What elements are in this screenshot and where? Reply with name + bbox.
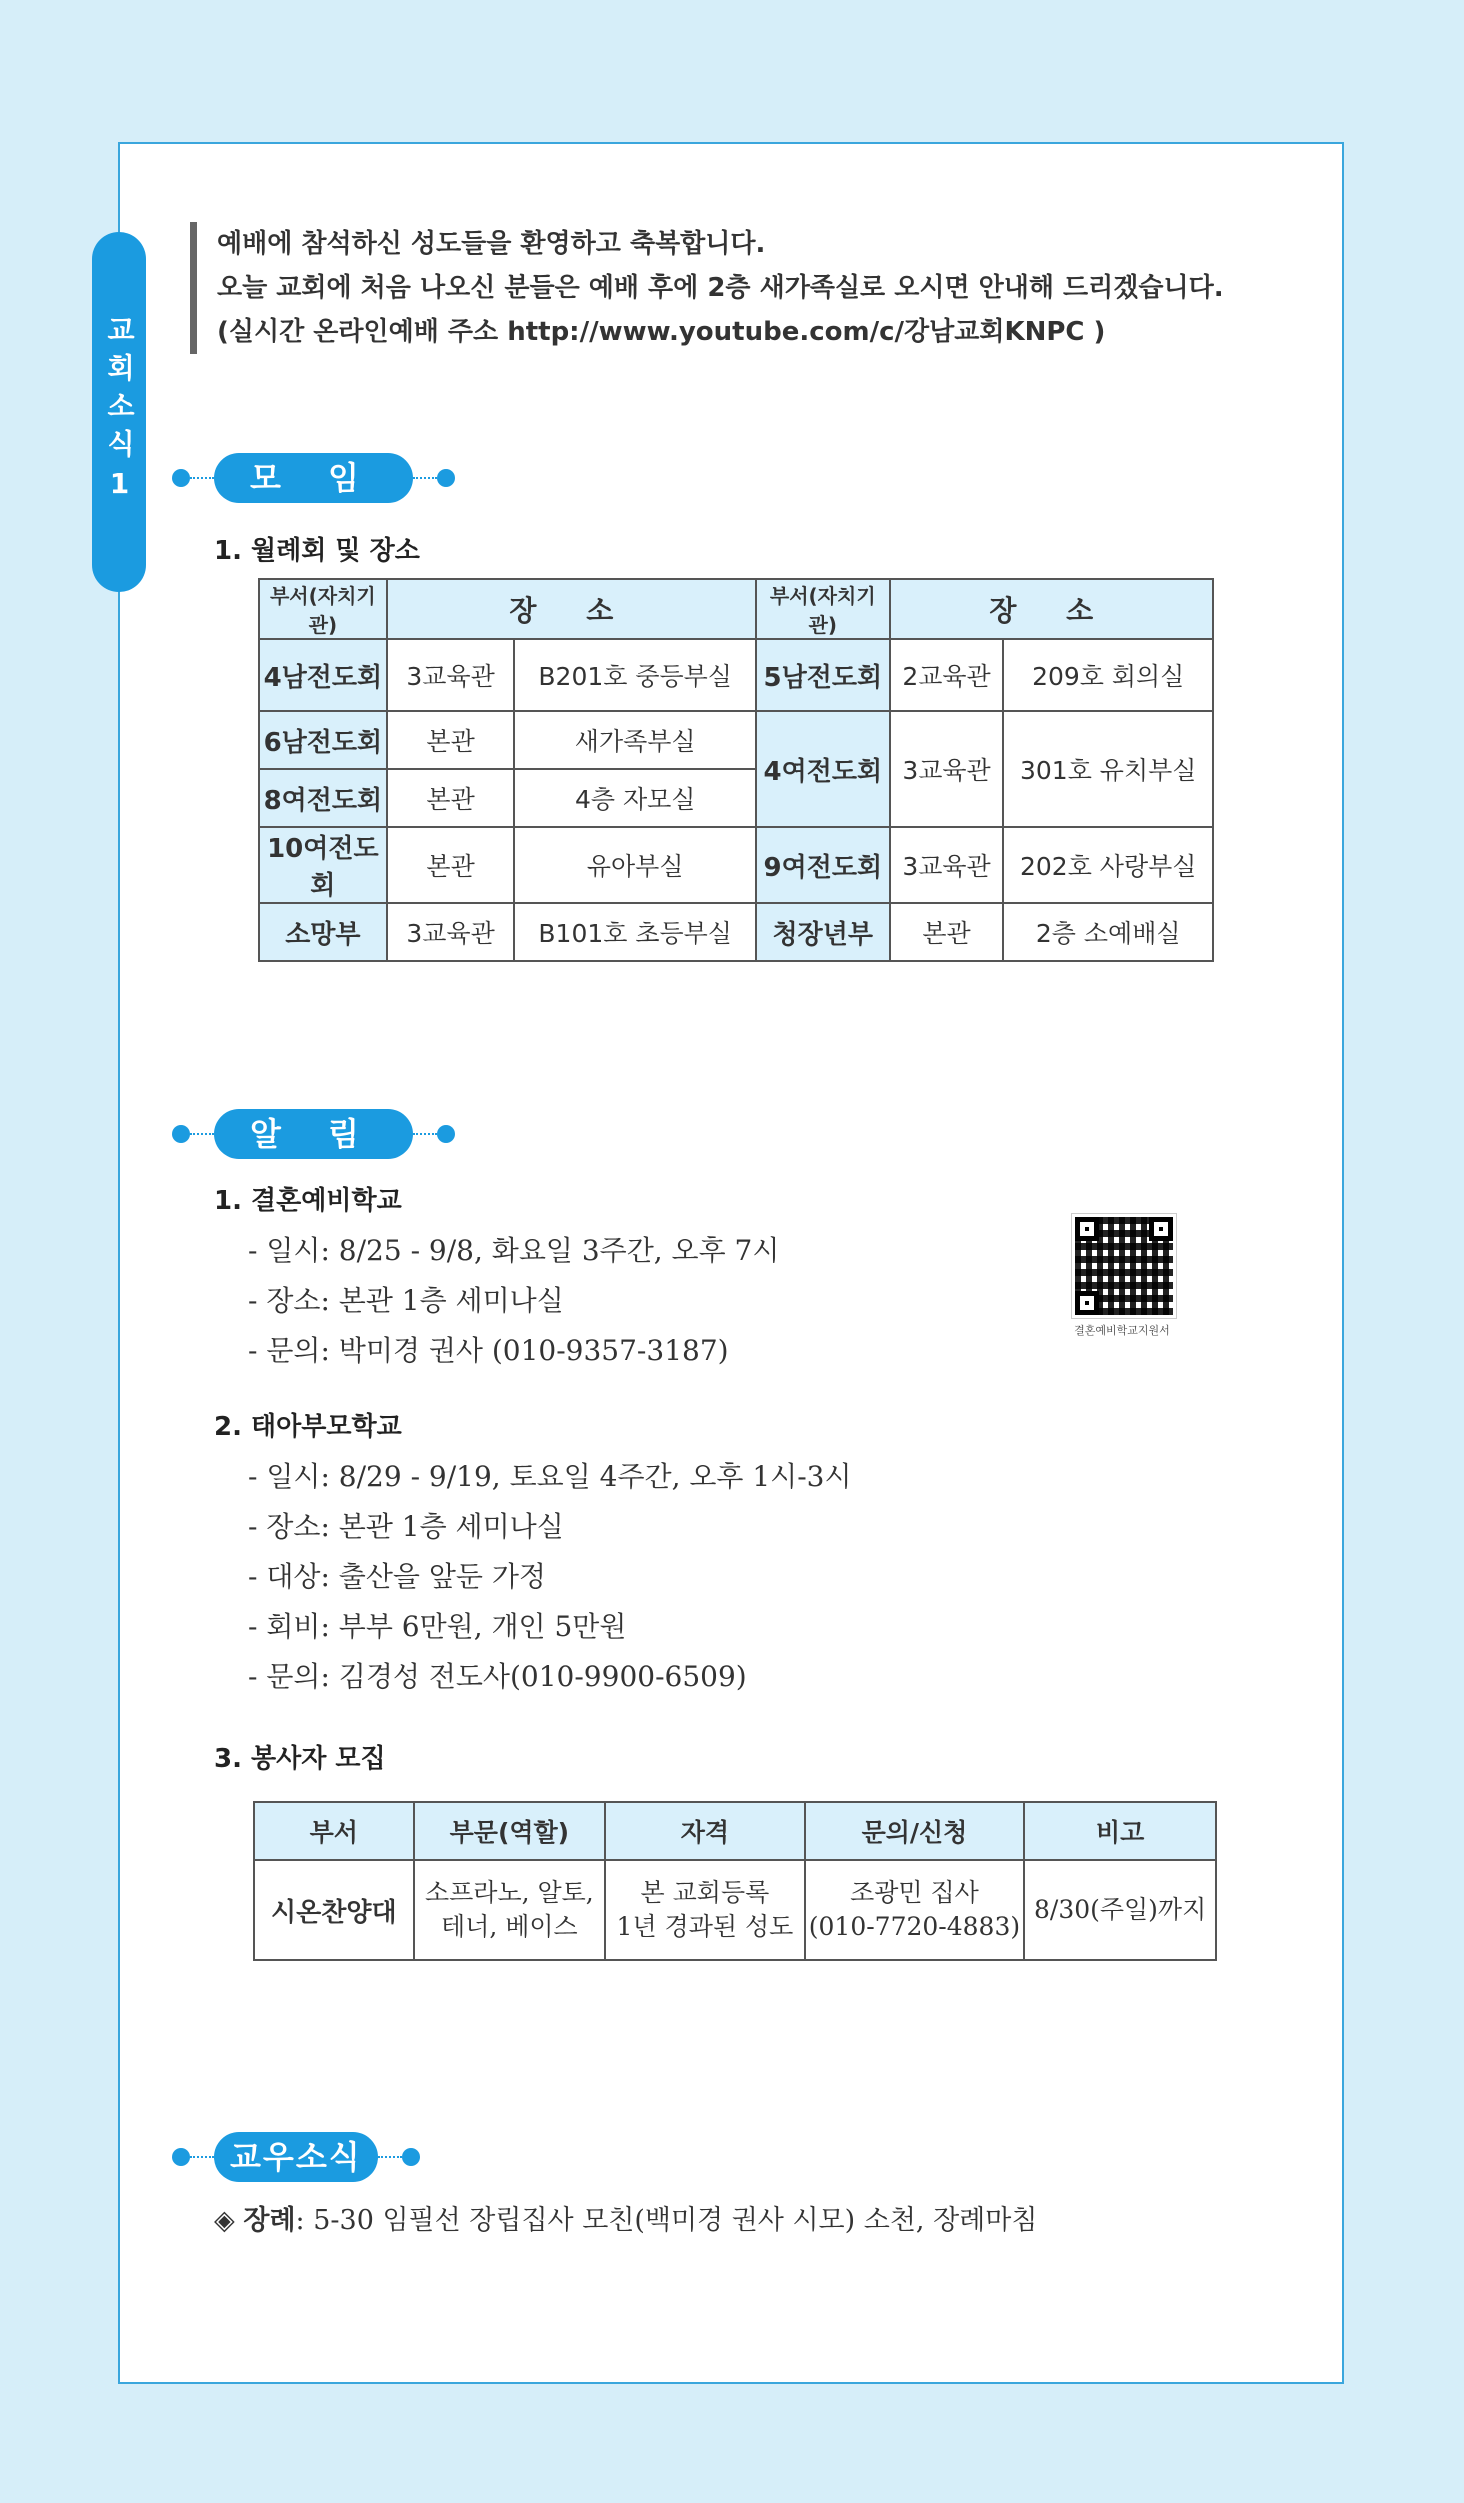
header-cell: 부문(역할) [414,1802,606,1860]
qr-finder [1149,1217,1173,1241]
detail-line: - 일시: 8/29 - 9/19, 토요일 4주간, 오후 1시-3시 [248,1460,852,1493]
dept-cell: 10여전도회 [259,827,387,903]
dotted-line [413,477,437,479]
funeral-label: 장례 [243,2205,296,2236]
note-cell: 8/30(주일)까지 [1024,1860,1216,1960]
building-cell: 2교육관 [890,639,1004,711]
room-cell: 301호 유치부실 [1003,711,1213,827]
header-dept: 부서(자치기관) [259,579,387,639]
header-cell: 자격 [605,1802,805,1860]
section-header-member [172,2132,420,2182]
dotted-line [190,2156,214,2158]
meeting-table [258,578,1214,962]
building-cell: 3교육관 [890,711,1004,827]
table-row [254,1860,1216,1960]
room-cell: 202호 사랑부실 [1003,827,1213,903]
table-row [259,711,1213,769]
contact-cell [805,1860,1025,1960]
notice-item-details [248,1226,779,1376]
dept-cell: 9여전도회 [756,827,890,903]
bullet-dot-icon [172,469,190,487]
meeting-subtitle: 1. 월례회 및 장소 [214,536,420,566]
contact-line: (010-7720-4883) [808,1912,1021,1941]
intro-line: (실시간 온라인예배 주소 http://www.youtube.com/c/강남교회KNPC ) [217,317,1106,347]
qualification-cell [605,1860,805,1960]
dept-cell: 6남전도회 [259,711,387,769]
qualification-line: 1년 경과된 성도 [616,1912,794,1941]
bullet-dot-icon [172,1125,190,1143]
role-line: 소프라노, 알토, [425,1878,594,1907]
dept-cell: 4여전도회 [756,711,890,827]
building-cell: 본관 [387,827,515,903]
section-header-notice [172,1109,455,1159]
building-cell: 3교육관 [387,903,515,961]
qr-finder [1075,1217,1099,1241]
building-cell: 본관 [387,769,515,827]
funeral-notice [214,2198,1037,2237]
detail-line: - 문의: 박미경 권사 (010-9357-3187) [248,1334,729,1367]
dept-cell: 시온찬양대 [254,1860,414,1960]
header-cell: 비고 [1024,1802,1216,1860]
welcome-message [190,222,1224,354]
notice-item-title: 1. 결혼예비학교 [214,1186,402,1216]
header-place: 장 소 [387,579,756,639]
notice-item-details [248,1452,852,1702]
bullet-dot-icon [437,469,455,487]
dept-cell: 5남전도회 [756,639,890,711]
role-cell [414,1860,606,1960]
contact-line: 조광민 집사 [850,1878,979,1907]
detail-line: - 장소: 본관 1층 세미나실 [248,1284,564,1317]
room-cell: 2층 소예배실 [1003,903,1213,961]
detail-line: - 회비: 부부 6만원, 개인 5만원 [248,1610,627,1643]
dotted-line [413,1133,437,1135]
header-place: 장 소 [890,579,1213,639]
diamond-bullet-icon: ◈ [214,2205,244,2236]
building-cell: 본관 [890,903,1004,961]
funeral-text: : 5-30 임필선 장립집사 모친(백미경 권사 시모) 소천, 장례마침 [295,2205,1038,2236]
qualification-line: 본 교회등록 [640,1878,770,1907]
room-cell: 새가족부실 [514,711,756,769]
table-row [259,827,1213,903]
building-cell: 3교육관 [890,827,1004,903]
qr-caption: 결혼예비학교지원서 [1074,1324,1170,1337]
side-tab: 교회소식1 [92,232,146,592]
notice-item-title: 2. 태아부모학교 [214,1412,402,1442]
section-title: 모 임 [214,453,413,503]
bullet-dot-icon [402,2148,420,2166]
section-title: 교우소식 [214,2132,378,2182]
section-header-meeting [172,453,455,503]
dept-cell: 8여전도회 [259,769,387,827]
dept-cell: 소망부 [259,903,387,961]
intro-line: 오늘 교회에 처음 나오신 분들은 예배 후에 2층 새가족실로 오시면 안내해 드리겠습니다. [217,273,1224,303]
table-header-row [259,579,1213,639]
room-cell: B201호 중등부실 [514,639,756,711]
intro-line: 예배에 참석하신 성도들을 환영하고 축복합니다. [217,229,766,259]
volunteer-table [253,1801,1217,1961]
detail-line: - 문의: 김경성 전도사(010-9900-6509) [248,1660,747,1693]
table-row [259,639,1213,711]
header-cell: 문의/신청 [805,1802,1025,1860]
room-cell: B101호 초등부실 [514,903,756,961]
dept-cell: 4남전도회 [259,639,387,711]
building-cell: 본관 [387,711,515,769]
notice-item-title: 3. 봉사자 모집 [214,1744,386,1774]
section-title: 알 림 [214,1109,413,1159]
room-cell: 유아부실 [514,827,756,903]
bullet-dot-icon [172,2148,190,2166]
bullet-dot-icon [437,1125,455,1143]
detail-line: - 장소: 본관 1층 세미나실 [248,1510,564,1543]
header-dept: 부서(자치기관) [756,579,890,639]
header-cell: 부서 [254,1802,414,1860]
dotted-line [190,1133,214,1135]
detail-line: - 대상: 출산을 앞둔 가정 [248,1560,546,1593]
qr-finder [1075,1291,1099,1315]
role-line: 테너, 베이스 [441,1912,578,1941]
dotted-line [190,477,214,479]
room-cell: 209호 회의실 [1003,639,1213,711]
dotted-line [378,2156,402,2158]
dept-cell: 청장년부 [756,903,890,961]
building-cell: 3교육관 [387,639,515,711]
qr-code-icon[interactable] [1072,1214,1176,1318]
table-row [259,903,1213,961]
room-cell: 4층 자모실 [514,769,756,827]
table-header-row [254,1802,1216,1860]
detail-line: - 일시: 8/25 - 9/8, 화요일 3주간, 오후 7시 [248,1234,780,1267]
